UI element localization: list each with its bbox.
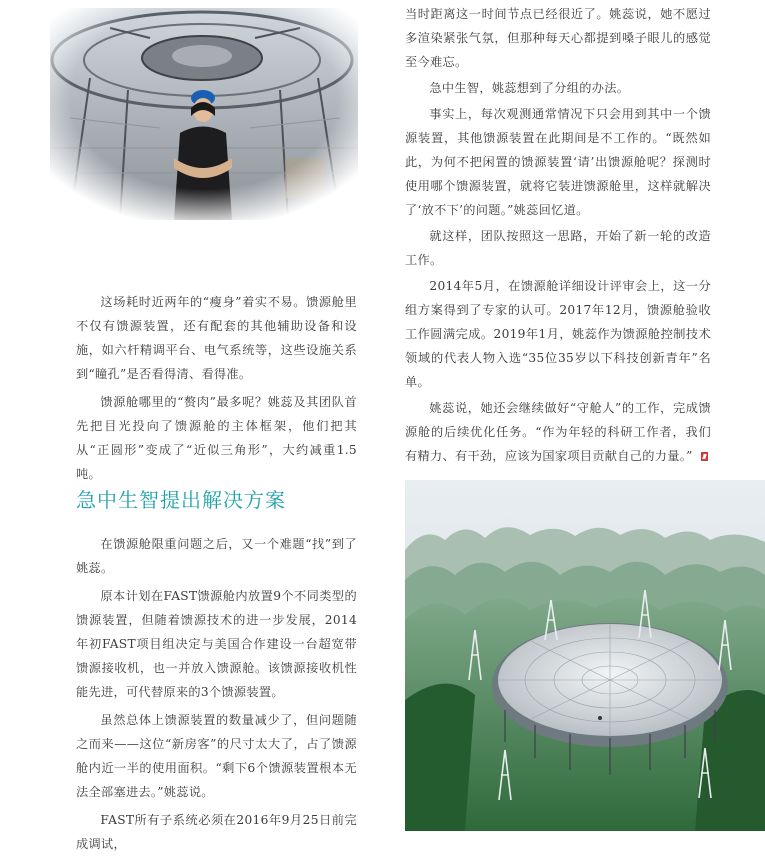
researcher-photo	[50, 8, 358, 220]
left-column-top	[76, 290, 357, 486]
final-paragraph	[405, 396, 711, 468]
body-paragraph: 原本计划在FAST馈源舱内放置9个不同类型的馈源装置，但随着馈源技术的进一步发展，2014年初FAST项目组决定与美国合作建设一台超宽带馈源接收机，也一并放入馈源舱。该馈源接收机性能先进，可代替原来的3个馈源装置。	[76, 589, 357, 699]
body-paragraph: 急中生智，姚蕊想到了分组的办法。	[429, 81, 630, 95]
body-paragraph: 事实上，每次观测通常情况下只会用到其中一个馈源装置，其他馈源装置在此期间是不工作的。“既然如此，为何不把闲置的馈源装置‘请’出馈源舱呢？探测时使用哪个馈源装置，就将它装进馈源舱里，这样就解决了‘放不下’的问题。”姚蕊回忆道。	[405, 107, 711, 217]
body-paragraph: 在馈源舱限重问题之后，又一个难题“找”到了姚蕊。	[76, 537, 357, 575]
body-paragraph-continued: 当时距离这一时间节点已经很近了。姚蕊说，她不愿过多渲染紧张气氛，但那种每天心都提到嗓子眼儿的感觉至今难忘。	[405, 7, 711, 69]
body-paragraph: FAST所有子系统必须在2016年9月25日前完成调试，	[76, 813, 357, 851]
body-paragraph: 这场耗时近两年的“瘦身”着实不易。馈源舱里不仅有馈源装置，还有配套的其他辅助设备和设施，如六杆精调平台、电气系统等，这些设施关系到“瞳孔”是否看得清、看得准。	[76, 295, 357, 381]
section-heading: 急中生智提出解决方案	[76, 488, 286, 512]
fast-telescope-photo	[405, 480, 765, 831]
body-paragraph: 馈源舱哪里的“赘肉”最多呢？姚蕊及其团队首先把目光投向了馈源舱的主体框架，他们把其从“正圆形”变成了“近似三角形”，大约减重1.5吨。	[76, 395, 357, 481]
left-column-bottom	[76, 532, 357, 856]
body-paragraph: 虽然总体上馈源装置的数量减少了，但问题随之而来——这位“新房客”的尺寸太大了，占了馈源舱内近一半的使用面积。“剩下6个馈源装置根本无法全部塞进去。”姚蕊说。	[76, 713, 357, 799]
body-paragraph: 就这样，团队按照这一思路，开始了新一轮的改造工作。	[405, 229, 711, 267]
article-end-mark-icon	[701, 452, 708, 461]
body-paragraph-text: 姚蕊说，她还会继续做好“守舱人”的工作，完成馈源舱的后续优化任务。“作为年轻的科研工作者，我们有精力、有干劲，应该为国家项目贡献自己的力量。”	[405, 401, 711, 463]
body-paragraph: 2014年5月，在馈源舱详细设计评审会上，这一分组方案得到了专家的认可。2017年12月，馈源舱验收工作圆满完成。2019年1月，姚蕊作为馈源舱控制技术领域的代表人物入选“35位35岁以下科技创新青年”名单。	[405, 279, 711, 389]
right-column	[405, 2, 711, 468]
